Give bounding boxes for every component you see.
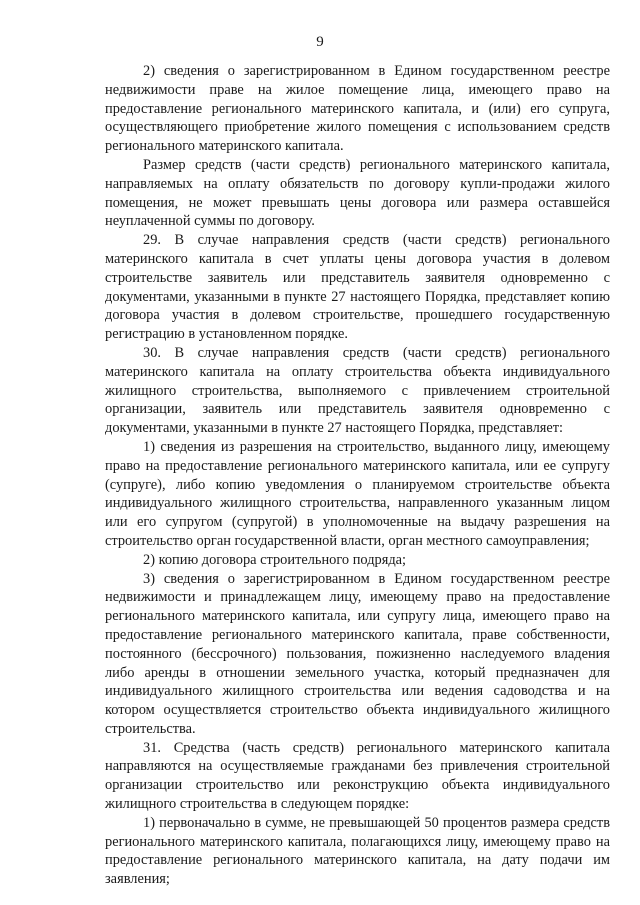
page-number: 9	[316, 34, 324, 50]
document-body	[105, 62, 610, 889]
paragraph-item-2: 2) сведения о зарегистрированном в Едином государственном реестре недвижимости праве на жилое помещение лица, имеющего право на предоставление регионального материнского капитала, и (или) его супруга, осуществляющего приобретение жилого помещения с использованием средств регионального материнского капитала.	[105, 63, 610, 155]
paragraph-section-31: 31. Средства (часть средств) регионального материнского капитала направляются на осуществляемые гражданами без привлечения строительной организации строительство или реконструкцию объекта индивидуального жилищного строительства в следующем порядке:	[105, 739, 610, 813]
paragraph-section-30-item-2: 2) копию договора строительного подряда;	[143, 551, 407, 568]
paragraph-funds-size: Размер средств (части средств) регионального материнского капитала, направляемых на оплату обязательств по договору купли-продажи жилого помещения, не может превышать цены договора или размера оставшейся неуплаченной суммы по договору.	[105, 156, 610, 230]
paragraph-section-30: 30. В случае направления средств (части средств) регионального материнского капитала на оплату строительства объекта индивидуального жилищного строительства, выполняемого с привлечением строительной организации, заявитель или представитель заявителя одновременно с документами, указанными в пункте 27 настоящего Порядка, представляет:	[105, 344, 610, 437]
paragraph-section-30-item-3: 3) сведения о зарегистрированном в Едином государственном реестре недвижимости и принадлежащем лицу, имеющему право на предоставление регионального материнского капитала, или супругу лица, имеющего право на предоставление регионального материнского капитала, праве собственности, постоянного (бессрочного) пользования, пожизненно наследуемого владения либо аренды в отношении земельного участка, который предназначен для индивидуального жилищного строительства или ведения садоводства и на котором осуществляется строительство объекта индивидуального жилищного строительства.	[105, 570, 610, 737]
paragraph-section-29: 29. В случае направления средств (части средств) регионального материнского капитала в счет уплаты цены договора участия в долевом строительстве заявитель или представитель заявителя одновременно с документами, указанными в пункте 27 настоящего Порядка, представляет копию договора участия в долевом строительстве, прошедшего государственную регистрацию в установленном порядке.	[105, 232, 610, 343]
paragraph-section-31-item-1: 1) первоначально в сумме, не превышающей 50 процентов размера средств регионального материнского капитала, полагающихся лицу, имеющему право на предоставление регионального материнского капитала, на дату подачи им заявления;	[105, 814, 610, 888]
paragraph-section-30-item-1: 1) сведения из разрешения на строительство, выданного лицу, имеющему право на предоставление регионального материнского капитала, или ее супругу (супруге), либо копию уведомления о планируемом строительстве объекта индивидуального жилищного строительства, направленного указанным лицом или его супругом (супругой) в уполномоченные на выдачу разрешения на строительство орган государственной власти, орган местного самоуправления;	[105, 438, 610, 549]
